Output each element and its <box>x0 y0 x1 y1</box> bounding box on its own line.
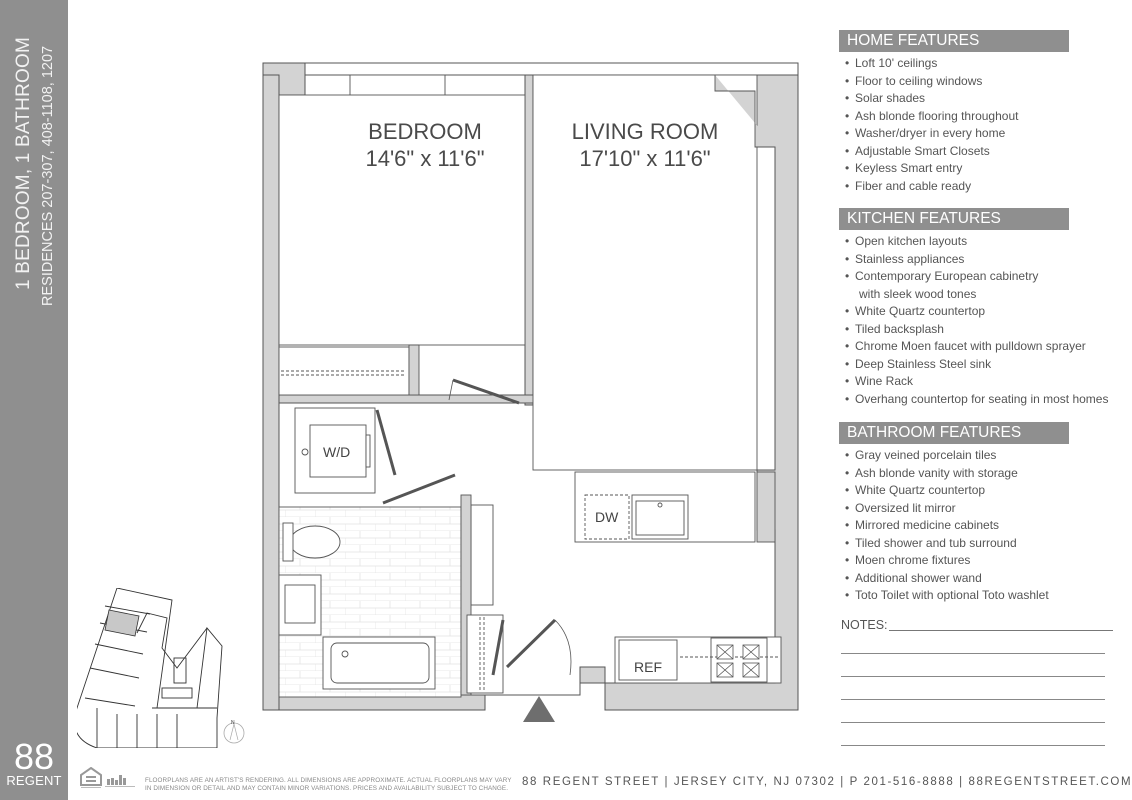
notes-label: NOTES: <box>841 618 888 632</box>
list-item: • Solar shades <box>845 91 926 105</box>
list-item: • Keyless Smart entry <box>845 161 963 175</box>
list-item: • Oversized lit mirror <box>845 500 956 515</box>
list-item-continuation: with sleek wood tones <box>859 286 977 301</box>
notes-line <box>841 653 1105 654</box>
regent-logo <box>0 736 68 788</box>
building-key-plan <box>77 588 247 748</box>
list-item: • White Quartz countertop <box>845 304 986 318</box>
features-panel <box>839 30 1129 605</box>
bathroom-features-heading: BATHROOM FEATURES <box>839 422 1069 444</box>
bedroom-label <box>335 118 515 172</box>
list-item: • Wine Rack <box>845 374 914 388</box>
floor-plan <box>255 55 815 735</box>
notes-line <box>841 699 1105 700</box>
bedroom-name: BEDROOM <box>368 119 482 144</box>
washer-dryer-label: W/D <box>323 444 351 460</box>
list-item: • Overhang countertop for seating in most homes <box>845 391 1109 406</box>
home-features-heading: HOME FEATURES <box>839 30 1069 52</box>
entry-arrow-icon <box>523 696 555 722</box>
living-room-name: LIVING ROOM <box>571 119 719 144</box>
green-building-icon <box>105 775 135 787</box>
list-item: • Deep Stainless Steel sink <box>845 356 992 371</box>
svg-text:N: N <box>231 720 235 726</box>
address-contact: 88 REGENT STREET | JERSEY CITY, NJ 07302 | P 201-516-8888 | 88REGENTSTREET.COM <box>522 776 1132 788</box>
logo-number: 88 <box>13 736 55 777</box>
living-room-dimensions: 17'10" x 11'6" <box>579 146 711 171</box>
kitchen-features-heading: KITCHEN FEATURES <box>839 208 1069 230</box>
refrigerator-label: REF <box>634 659 662 675</box>
list-item: • Adjustable Smart Closets <box>845 143 990 158</box>
residences-list: RESIDENCES 207-307, 408-1108, 1207 <box>40 45 56 306</box>
list-item: • Moen chrome fixtures <box>845 553 971 567</box>
list-item: • Tiled shower and tub surround <box>845 535 1017 550</box>
list-item: • Chrome Moen faucet with pulldown sprayer <box>845 339 1086 353</box>
bedroom-dimensions: 14'6" x 11'6" <box>365 146 485 171</box>
kitchen-features <box>839 208 1129 422</box>
list-item: • Contemporary European cabinetry <box>845 269 1039 283</box>
notes-line <box>889 630 1113 631</box>
notes-line <box>841 722 1105 723</box>
logo-word: REGENT <box>6 773 62 788</box>
list-item: • Fiber and cable ready <box>845 178 972 193</box>
disclaimer: FLOORPLANS ARE AN ARTIST'S RENDERING. ALL DIMENSIONS ARE APPROXIMATE. ACTUAL FLOORPLANS MAY VARY IN DIMENSION OR DETAIL AND MAY CONTAIN MINOR VARIATIONS. PRICES AND AVAILABILITY SUBJECT TO CHANGE. <box>145 777 512 792</box>
home-features <box>839 30 1129 208</box>
notes-line <box>841 745 1105 746</box>
list-item: • Toto Toilet with optional Toto washlet <box>845 588 1049 602</box>
list-item: • Tiled backsplash <box>845 321 944 336</box>
list-item: • Additional shower wand <box>845 570 982 585</box>
list-item: • Gray veined porcelain tiles <box>845 448 997 462</box>
list-item: • Washer/dryer in every home <box>845 126 1006 140</box>
list-item: • Mirrored medicine cabinets <box>845 518 1000 532</box>
dishwasher-label: DW <box>595 509 619 525</box>
notes-section <box>841 616 1116 634</box>
equal-housing-icon <box>80 767 102 791</box>
list-item: • Ash blonde flooring throughout <box>845 108 1019 123</box>
notes-line <box>841 676 1105 677</box>
bathroom-features <box>839 422 1129 605</box>
living-room-label <box>545 118 745 172</box>
list-item: • Open kitchen layouts <box>845 234 968 248</box>
list-item: • Loft 10' ceilings <box>845 56 938 70</box>
list-item: • Stainless appliances <box>845 251 965 266</box>
list-item: • Ash blonde vanity with storage <box>845 465 1018 480</box>
list-item: • Floor to ceiling windows <box>845 73 983 88</box>
side-band <box>0 0 68 800</box>
list-item: • White Quartz countertop <box>845 483 986 497</box>
unit-type-title: 1 BEDROOM, 1 BATHROOM <box>13 37 34 290</box>
compass-icon <box>224 723 244 743</box>
